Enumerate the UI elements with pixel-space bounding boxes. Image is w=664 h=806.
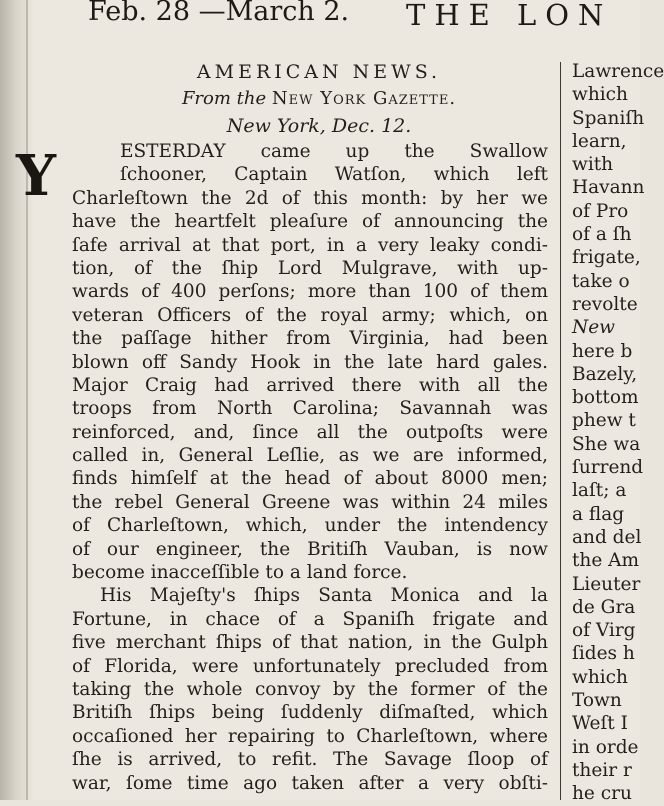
text-line: Havann [572,177,645,199]
text-line: taking the whole convoy by the former of the [72,678,548,700]
text-line: blown off Sandy Hook in the late hard gales. [72,351,548,373]
text-line: the Am [572,550,640,572]
newspaper-title: THE LON [406,0,613,32]
drop-cap-letter: Y [16,143,56,209]
text-line: learn, [572,130,627,152]
text-line: Charleſtown the 2d of this month: by her we [72,187,548,209]
text-line: the rebel General Greene was within 24 miles [72,491,548,513]
text-line: which [572,84,628,106]
text-line: Weſt I [572,713,628,735]
text-line: laſt; a [572,480,627,502]
text-line: ſides h [572,643,635,665]
text-line: veteran Officers of the royal army; which, on [72,304,548,326]
text-line: ſhe is arrived, to refit. The Savage ſloop of [72,749,548,771]
text-line: here b [572,340,633,362]
text-line: wards of 400 perſons; more than 100 of them [72,281,548,303]
text-line: which [572,666,628,688]
binding-edge [26,0,28,800]
text-line: frigate, [572,247,641,269]
dateline: New York, Dec. 12. [226,115,412,137]
text-line: their r [572,759,632,781]
text-line: ſurrend [572,457,644,479]
text-line: ESTERDAY came up the Swallow [120,141,548,162]
text-line: of Charleſtown, which, under the intendency [72,515,548,537]
text-line: ſchooner, Captain Watſon, which left [120,164,548,186]
text-line: of our engineer, the Britiſh Vauban, is now [72,538,548,560]
text-line: of Florida, were unfortunately precluded from [72,655,548,677]
text-line: of Pro [572,200,629,222]
text-line: with [572,154,614,176]
text-line: Major Craig had arrived there with all the [72,374,548,396]
text-line: five merchant ſhips of that nation, in the Gulph [72,632,548,654]
text-line: His Majeſty's ſhips Santa Monica and la [100,585,548,607]
text-line: Town [572,690,622,712]
book-spine-shadow [0,0,34,800]
text-line: reinforced, and, ſince all the outpoſts were [72,421,548,443]
text-line: revolte [572,293,638,315]
text-line: and del [572,526,642,548]
source-name: New York Gazette. [271,88,457,109]
text-line: phew t [572,410,636,432]
main-column [72,60,548,795]
text-line: Bazely, [572,363,638,385]
text-line: the paſſage hither from Virginia, had been [72,328,548,350]
text-line: tion, of the ſhip Lord Mulgrave, with up- [72,257,548,279]
article-body [72,140,548,795]
text-line: finds himſelf at the head of about 8000 men; [72,468,548,490]
text-line: war, ſome time ago taken after a very obſti- [72,772,548,794]
text-line: Britiſh ſhips being ſuddenly diſmaſted, which [72,702,548,724]
issue-date-range: Feb. 28 —March 2. [88,0,350,27]
text-line: troops from North Carolina; Savannah was [72,398,548,420]
column-rule [560,62,561,800]
text-line: a flag [572,503,625,525]
text-line: New [572,317,615,339]
text-line: of Virg [572,620,636,642]
article-source [90,88,548,110]
text-line: take o [572,270,630,292]
masthead [56,0,640,34]
text-line: Lawrence [572,61,664,82]
right-column-partial [572,60,662,806]
text-line: Lieuter [572,573,641,595]
text-line: in orde [572,736,639,758]
text-line: She wa [572,433,641,455]
source-prefix: From the [181,88,267,109]
article-heading: AMERICAN NEWS. [196,61,442,83]
text-line: have the heartfelt pleaſure of announcing the [72,211,548,233]
text-line: bottom [572,387,639,409]
text-line: become inacceſſible to a land force. [72,562,408,584]
text-line: de Gra [572,596,636,618]
text-line: he cru [572,783,632,805]
text-line: of a ſh [572,224,632,246]
text-line: Spaniſh [572,107,645,129]
text-line: called in, General Leſlie, as we are informed, [72,445,548,467]
text-line: Fortune, in chace of a Spaniſh frigate and [72,608,548,630]
text-line: occaſioned her repairing to Charleſtown, where [72,725,548,747]
text-line: ſafe arrival at that port, in a very leaky condi- [72,234,548,256]
